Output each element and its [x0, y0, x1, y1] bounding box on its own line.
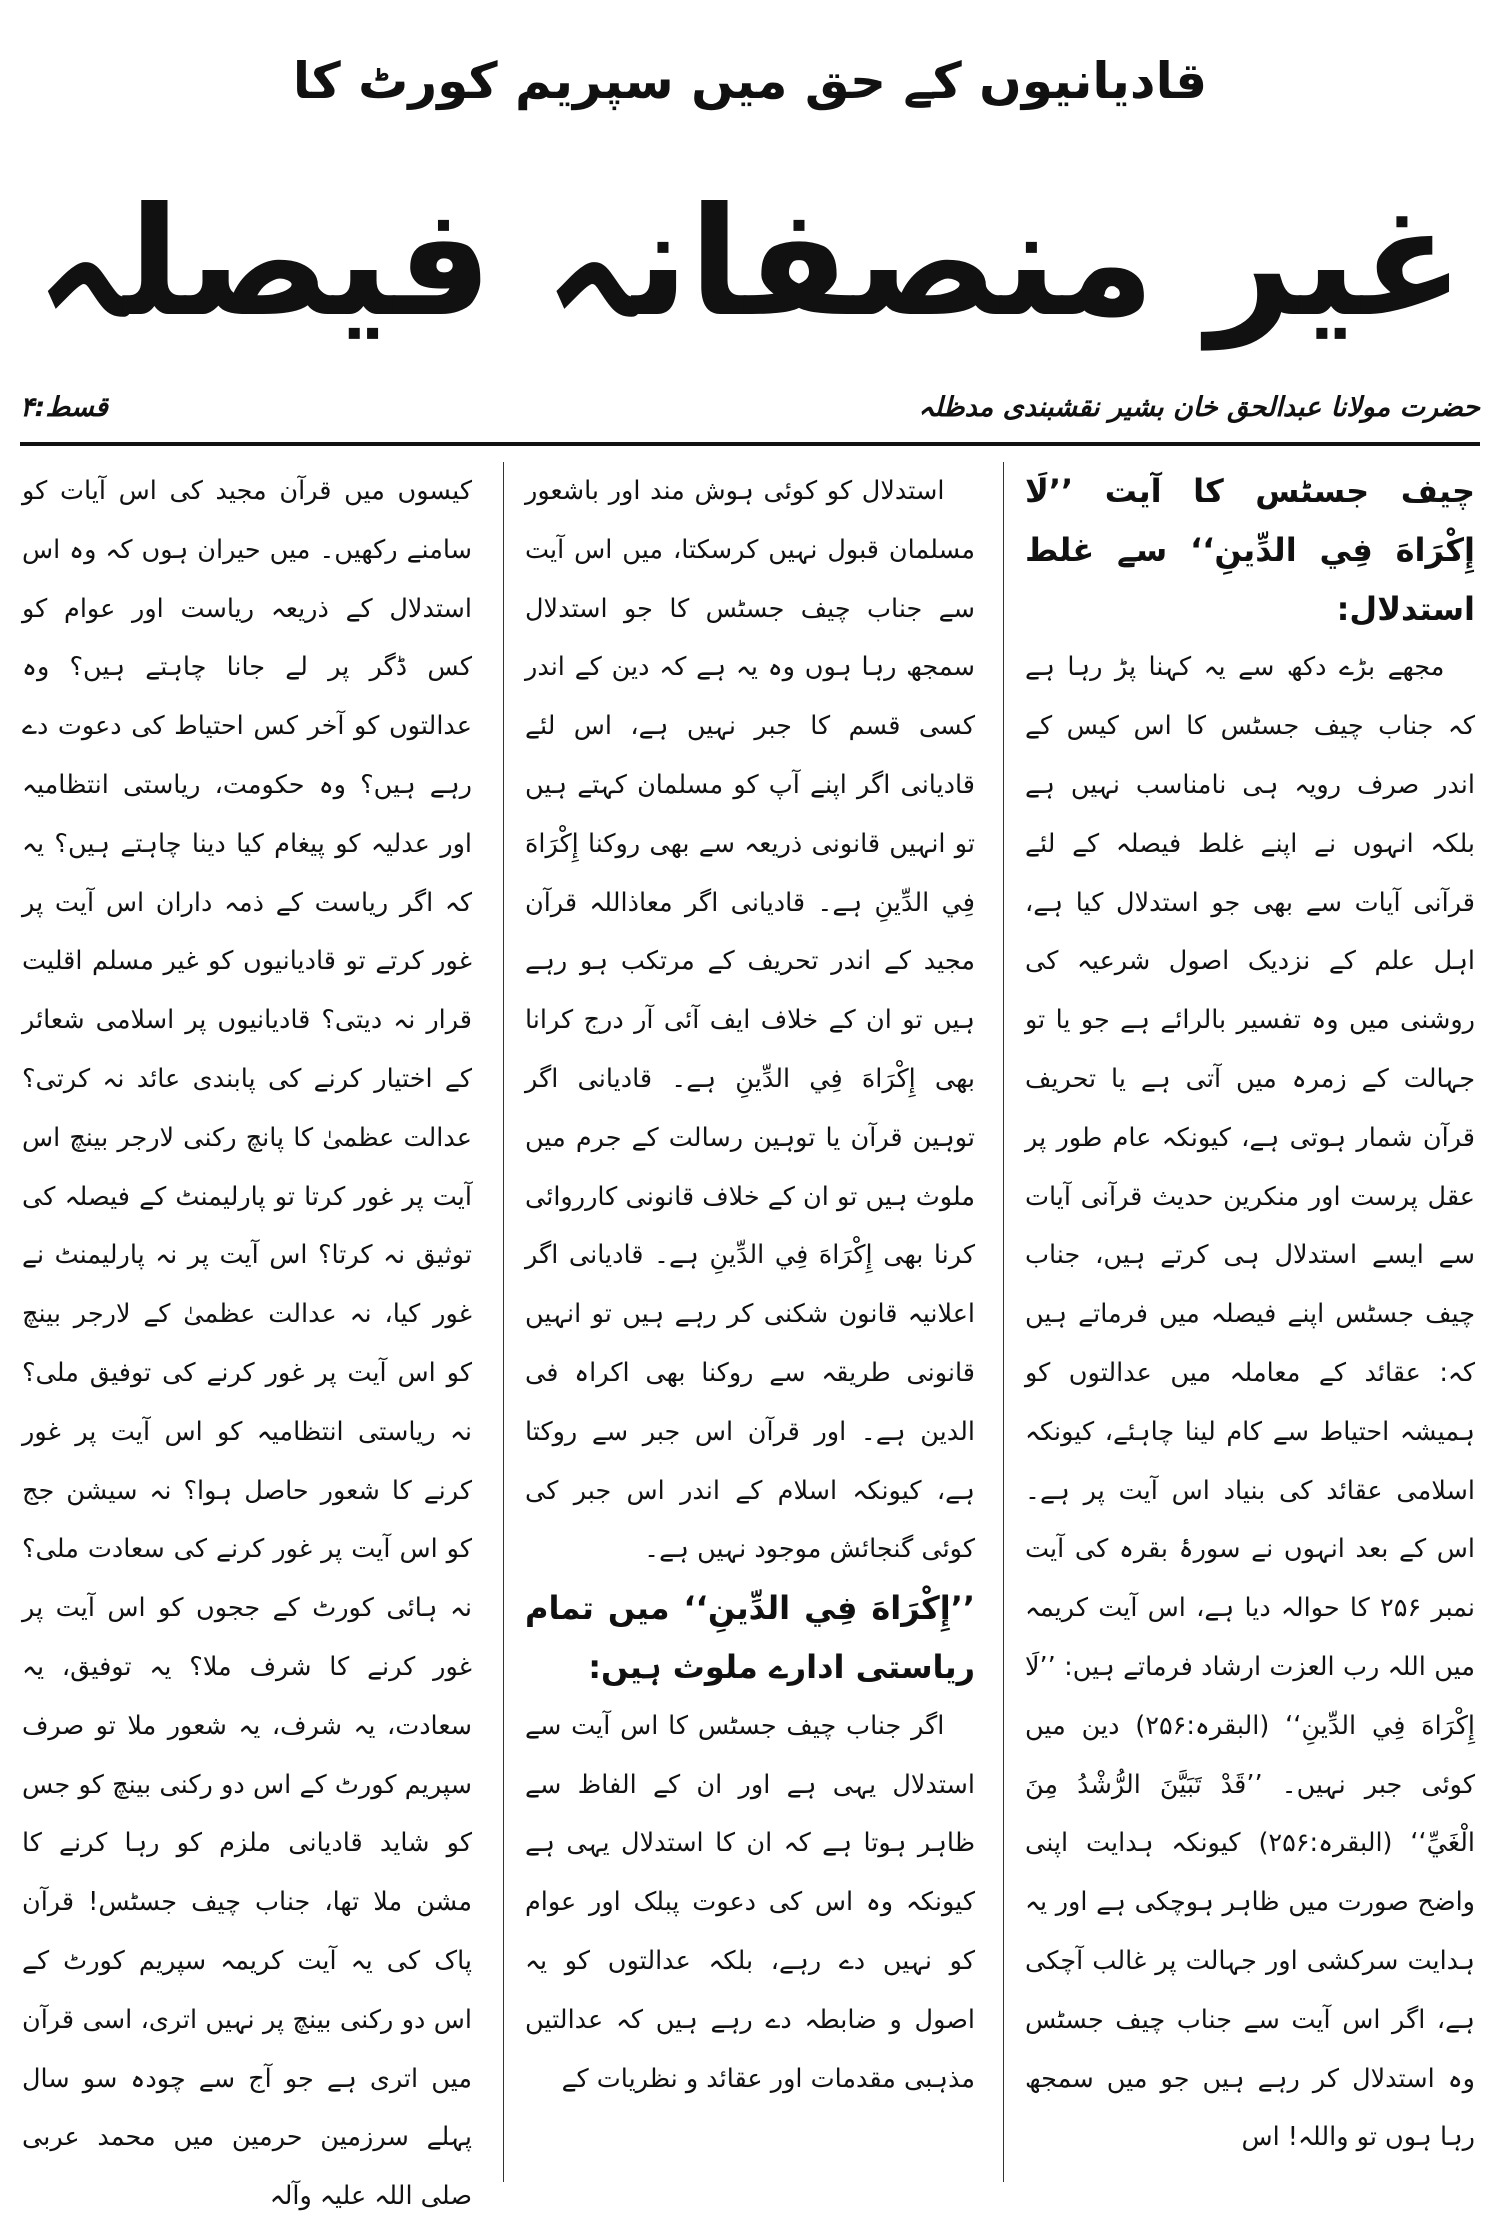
column-1-subheading: چیف جسٹس کا آیت ’’لَا إِكْرَاهَ فِي الدِّينِ‘‘ سے غلط استدلال: [1025, 472, 1475, 628]
column-1-body: مجھے بڑے دکھ سے یہ کہنا پڑ رہا ہے کہ جناب چیف جسٹس کا اس کیس کے اندر صرف رویہ ہی نامناسب نہیں ہے بلکہ انہوں نے اپنے غلط فیصلہ کے لئے قرآنی آیات سے بھی جو استدلال کیا ہے، اہل علم کے نزدیک اصول شرعیہ کی روشنی میں وہ تفسیر بالرائے ہے جو یا تو جہالت کے زمرہ میں آتی ہے یا تحریف قرآن شمار ہوتی ہے، کیونکہ عام طور پر عقل پرست اور منکرین حدیث قرآنی آیات سے ایسے استدلال ہی کرتے ہیں، جناب چیف جسٹس اپنے فیصلہ میں فرماتے ہیں کہ: عقائد کے معاملہ میں عدالتوں کو ہمیشہ احتیاط سے کام لینا چاہئے، کیونکہ اسلامی عقائد کی بنیاد اس آیت پر ہے۔ اس کے بعد انہوں نے سورۂ بقرہ کی آیت نمبر ۲۵۶ کا حوالہ دیا ہے، اس آیت کریمہ میں اللہ رب العزت ارشاد فرماتے ہیں: ’’لَا إِكْرَاهَ فِي الدِّينِ‘‘ (البقرہ:۲۵۶) دین میں کوئی جبر نہیں۔ ’’قَدْ تَبَيَّنَ الرُّشْدُ مِنَ الْغَيِّ‘‘ (البقرہ:۲۵۶) کیونکہ ہدایت اپنی واضح صورت میں ظاہر ہوچکی ہے اور یہ ہدایت سرکشی اور جہالت پر غالب آچکی ہے، اگر اس آیت سے جناب چیف جسٹس وہ استدلال کر رہے ہیں جو میں سمجھ رہا ہوں تو واللہ! اس [1025, 652, 1476, 2153]
byline-row [20, 392, 1480, 436]
column-divider [1003, 462, 1004, 2182]
article-column-2 [525, 462, 975, 2182]
author-byline: حضرت مولانا عبدالحق خان بشیر نقشبندی مدظلہ [918, 392, 1480, 423]
article-column-3 [22, 462, 472, 2212]
episode-number: قسط:۴ [20, 392, 108, 423]
column-3-body: کیسوں میں قرآن مجید کی اس آیات کو سامنے رکھیں۔ میں حیران ہوں کہ وہ اس استدلال کے ذریعہ ریاست اور عوام کو کس ڈگر پر لے جانا چاہتے ہیں؟ وہ عدالتوں کو آخر کس احتیاط کی دعوت دے رہے ہیں؟ وہ حکومت، ریاستی انتظامیہ اور عدلیہ کو پیغام کیا دینا چاہتے ہیں؟ یہ کہ اگر ریاست کے ذمہ داران اس آیت پر غور کرتے تو قادیانیوں کو غیر مسلم اقلیت قرار نہ دیتی؟ قادیانیوں پر اسلامی شعائر کے اختیار کرنے کی پابندی عائد نہ کرتی؟ عدالت عظمیٰ کا پانچ رکنی لارجر بینچ اس آیت پر غور کرتا تو پارلیمنٹ کے فیصلہ کی توثیق نہ کرتا؟ اس آیت پر نہ پارلیمنٹ نے غور کیا، نہ عدالت عظمیٰ کے لارجر بینچ کو اس آیت پر غور کرنے کی توفیق ملی؟ نہ ریاستی انتظامیہ کو اس آیت پر غور کرنے کا شعور حاصل ہوا؟ نہ سیشن جج کو اس آیت پر غور کرنے کی سعادت ملی؟ نہ ہائی کورٹ کے ججوں کو اس آیت پر غور کرنے کا شرف ملا؟ یہ توفیق، یہ سعادت، یہ شرف، یہ شعور ملا تو صرف سپریم کورٹ کے اس دو رکنی بینچ کو جس کو شاید قادیانی ملزم کو رہا کرنے کا مشن ملا تھا، جناب چیف جسٹس! قرآن پاک کی یہ آیت کریمہ سپریم کورٹ کے اس دو رکنی بینچ پر نہیں اتری، اسی قرآن میں اتری ہے جو آج سے چودہ سو سال پہلے سرزمین حرمین میں محمد عربی صلی اللہ علیہ وآلہ [22, 476, 472, 2212]
column-2-body-a: استدلال کو کوئی ہوش مند اور باشعور مسلمان قبول نہیں کرسکتا، میں اس آیت سے جناب چیف جسٹس کا جو استدلال سمجھ رہا ہوں وہ یہ ہے کہ دین کے اندر کسی قسم کا جبر نہیں ہے، اس لئے قادیانی اگر اپنے آپ کو مسلمان کہتے ہیں تو انہیں قانونی ذریعہ سے بھی روکنا إِكْرَاهَ فِي الدِّينِ ہے۔ قادیانی اگر معاذاللہ قرآن مجید کے اندر تحریف کے مرتکب ہو رہے ہیں تو ان کے خلاف ایف آئی آر درج کرانا بھی إِكْرَاهَ فِي الدِّينِ ہے۔ قادیانی اگر توہین قرآن یا توہین رسالت کے جرم میں ملوث ہیں تو ان کے خلاف قانونی کارروائی کرنا بھی إِكْرَاهَ فِي الدِّينِ ہے۔ قادیانی اگر اعلانیہ قانون شکنی کر رہے ہیں تو انہیں قانونی طریقہ سے روکنا بھی اکراہ فی الدین ہے۔ اور قرآن اس جبر سے روکتا ہے، کیونکہ اسلام کے اندر اس جبر کی کوئی گنجائش موجود نہیں ہے۔ [525, 476, 975, 1565]
article-column-1 [1025, 462, 1475, 2182]
headline-kicker: قادیانیوں کے حق میں سپریم کورٹ کا [292, 52, 1208, 110]
column-2-subheading: ’’إِكْرَاهَ فِي الدِّينِ‘‘ میں تمام ریاستی ادارے ملوث ہیں: [525, 1589, 975, 1686]
headline: غیر منصفانہ فیصلہ [35, 176, 1465, 350]
header-rule [20, 442, 1480, 446]
column-divider [503, 462, 504, 2182]
column-2-body-b: اگر جناب چیف جسٹس کا اس آیت سے استدلال یہی ہے اور ان کے الفاظ سے ظاہر ہوتا ہے کہ ان کا استدلال یہی ہے کیونکہ وہ اس کی دعوت پبلک اور عوام کو نہیں دے رہے، بلکہ عدالتوں کو یہ اصول و ضابطہ دے رہے ہیں کہ عدالتیں مذہبی مقدمات اور عقائد و نظریات کے [525, 1710, 975, 2094]
